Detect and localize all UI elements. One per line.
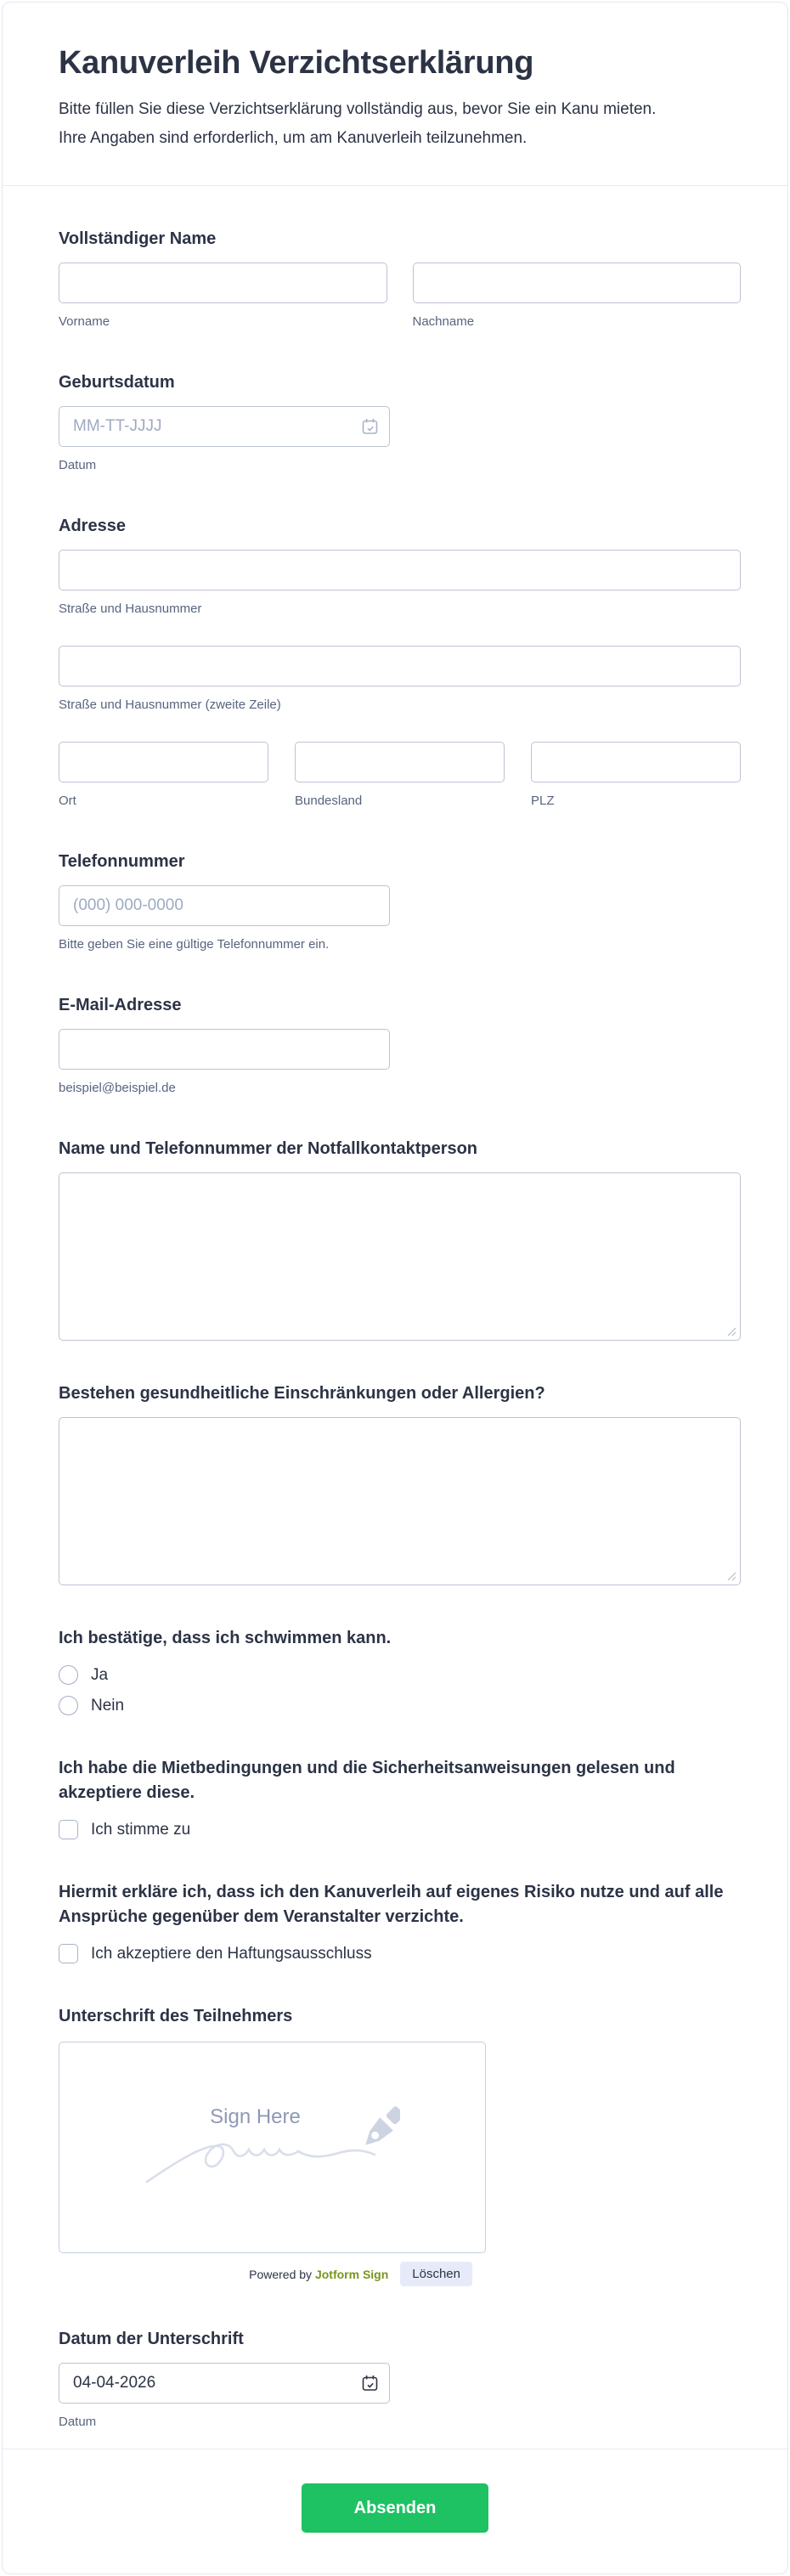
sign-date-sublabel: Datum — [59, 2415, 97, 2429]
signature-clear-button[interactable]: Löschen — [400, 2262, 472, 2286]
field-sign-date — [59, 2327, 741, 2430]
powered-by-label: Powered by — [249, 2267, 313, 2281]
field-health — [59, 1381, 741, 1585]
last-name-col — [413, 263, 742, 330]
state-col — [295, 742, 505, 809]
radio-icon[interactable] — [59, 1696, 78, 1715]
calendar-icon[interactable] — [362, 418, 378, 435]
full-name-label: Vollständiger Name — [59, 229, 217, 248]
city-input[interactable] — [59, 742, 268, 782]
phone-input[interactable] — [59, 885, 390, 926]
terms-checkbox-label: Ich stimme zu — [91, 1820, 191, 1839]
swim-label: Ich bestätige, dass ich schwimmen kann. — [59, 1629, 392, 1647]
sign-date-input[interactable] — [59, 2363, 390, 2404]
health-label: Bestehen gesundheitliche Einschränkungen oder Allergien? — [59, 1384, 545, 1403]
form-header — [3, 3, 787, 153]
calendar-icon[interactable] — [362, 2375, 378, 2392]
form-description-line1: Bitte füllen Sie diese Verzichtserklärung vollständig aus, bevor Sie ein Kanu mieten. — [59, 100, 657, 118]
first-name-sublabel: Vorname — [59, 314, 110, 329]
emergency-contact-label: Name und Telefonnummer der Notfallkontaktperson — [59, 1139, 478, 1158]
sign-here-text: Sign Here — [210, 2104, 301, 2128]
street-input[interactable] — [59, 550, 741, 590]
first-name-input[interactable] — [59, 263, 387, 303]
field-full-name — [59, 227, 741, 330]
field-phone — [59, 850, 741, 952]
address-label: Adresse — [59, 517, 126, 535]
last-name-sublabel: Nachname — [412, 314, 475, 329]
zip-sublabel: PLZ — [531, 794, 555, 808]
email-sublabel: beispiel@beispiel.de — [59, 1081, 176, 1095]
city-sublabel: Ort — [59, 794, 76, 808]
field-emergency-contact — [59, 1137, 741, 1341]
signature-footer — [59, 2262, 486, 2286]
swim-option-nein-label: Nein — [91, 1696, 125, 1715]
submit-button[interactable]: Absenden — [302, 2483, 488, 2533]
swim-option-nein[interactable] — [59, 1696, 741, 1715]
field-birth-date — [59, 370, 741, 473]
phone-label: Telefonnummer — [59, 852, 185, 871]
page-title: Kanuverleih Verzichtserklärung — [59, 45, 534, 81]
terms-checkbox-row[interactable] — [59, 1820, 741, 1839]
field-address — [59, 514, 741, 809]
birth-date-sublabel: Datum — [59, 458, 97, 472]
field-terms — [59, 1756, 741, 1839]
email-label: E-Mail-Adresse — [59, 996, 182, 1014]
header-divider — [3, 185, 787, 186]
terms-label: Ich habe die Mietbedingungen und die Sicherheitsanweisungen gelesen und akzeptiere diese. — [59, 1759, 675, 1802]
birth-date-label: Geburtsdatum — [59, 373, 175, 392]
checkbox-icon[interactable] — [59, 1820, 78, 1839]
state-input[interactable] — [295, 742, 505, 782]
emergency-contact-textarea[interactable] — [59, 1172, 741, 1341]
zip-col — [531, 742, 741, 809]
health-textarea[interactable] — [59, 1417, 741, 1585]
jotform-sign-brand: Jotform Sign — [314, 2267, 389, 2281]
state-sublabel: Bundesland — [295, 794, 363, 808]
sign-date-label: Datum der Unterschrift — [59, 2330, 244, 2348]
phone-sublabel: Bitte geben Sie eine gültige Telefonnummer ein. — [59, 937, 330, 952]
birth-date-input[interactable] — [59, 406, 390, 447]
form-body — [3, 227, 787, 2430]
liability-checkbox-row[interactable] — [59, 1944, 741, 1963]
form-card — [2, 2, 788, 2574]
zip-input[interactable] — [531, 742, 741, 782]
email-input[interactable] — [59, 1029, 390, 1070]
field-signature — [59, 2004, 741, 2286]
swim-option-ja[interactable] — [59, 1665, 741, 1685]
field-email — [59, 993, 741, 1096]
street2-input[interactable] — [59, 646, 741, 686]
street2-sublabel: Straße und Hausnummer (zweite Zeile) — [59, 698, 281, 712]
swim-option-ja-label: Ja — [91, 1665, 109, 1684]
field-liability — [59, 1880, 741, 1963]
liability-label: Hiermit erkläre ich, dass ich den Kanuverleih auf eigenes Risiko nutze und auf alle Ansprüche gegenüber dem Veranstalter verzichte. — [59, 1883, 724, 1926]
signature-pad[interactable] — [59, 2042, 486, 2253]
city-col — [59, 742, 268, 809]
liability-checkbox-label: Ich akzeptiere den Haftungsausschluss — [91, 1944, 372, 1963]
signature-placeholder-art — [145, 2104, 400, 2192]
street-sublabel: Straße und Hausnummer — [59, 602, 202, 616]
submit-area — [3, 2449, 787, 2573]
radio-icon[interactable] — [59, 1665, 78, 1685]
last-name-input[interactable] — [413, 263, 742, 303]
checkbox-icon[interactable] — [59, 1944, 78, 1963]
field-swim — [59, 1626, 741, 1715]
powered-by-text — [249, 2268, 388, 2281]
first-name-col — [59, 263, 387, 330]
signature-label: Unterschrift des Teilnehmers — [59, 2007, 293, 2025]
form-description-line2: Ihre Angaben sind erforderlich, um am Kanuverleih teilzunehmen. — [59, 129, 528, 147]
